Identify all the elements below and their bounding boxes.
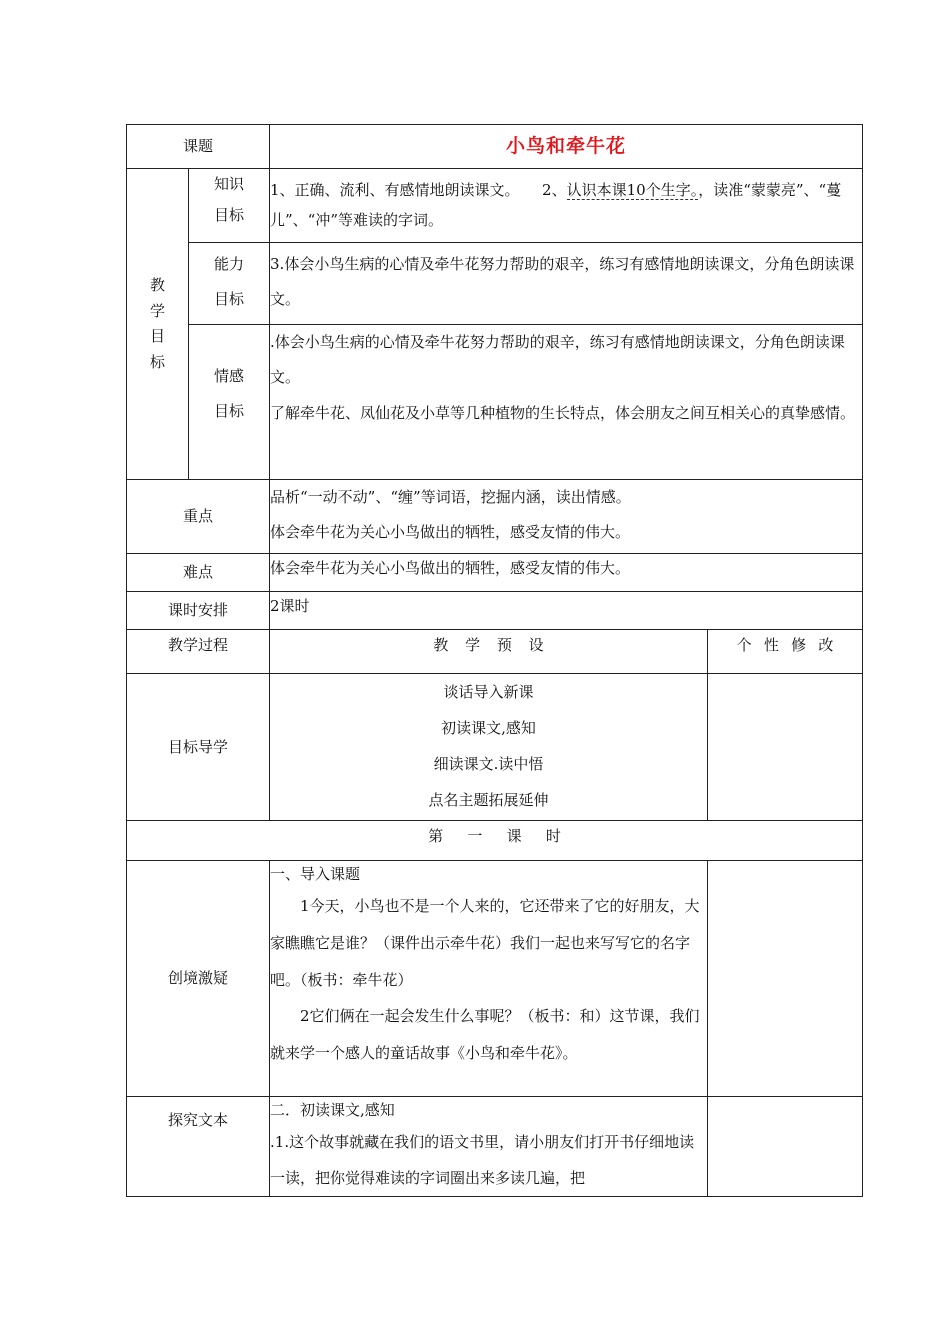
knowledge-text-a: 1、正确、流利、有感情地朗读课文。 2、	[270, 181, 567, 199]
guide-item-4: 点名主题拓展延伸	[428, 791, 549, 809]
row-knowledge	[127, 169, 863, 243]
knowledge-label	[189, 169, 270, 243]
scenario-paragraph-1: 1今天，小鸟也不是一个人来的，它还带来了它的好朋友，大家瞧瞧它是谁？（课件出示牵牛花）我们一起也来写写它的名字吧。（板书：牵牛花）	[270, 897, 700, 989]
key-points-label: 重点	[127, 480, 270, 554]
emotion-text-1: .体会小鸟生病的心情及牵牛花努力帮助的艰辛，练习有感情地朗读课文，分角色朗读课文。	[270, 333, 845, 387]
row-title	[127, 125, 863, 169]
ability-label-2: 目标	[214, 289, 245, 308]
lesson-plan-table	[126, 124, 863, 1197]
guide-label: 目标导学	[127, 674, 270, 821]
emotion-text-2: 了解牵牛花、凤仙花及小草等几种植物的生长特点，体会朋友之间互相关心的真挚感情。	[270, 403, 856, 422]
emotion-label-2: 目标	[214, 401, 245, 420]
emotion-label-1: 情感	[214, 367, 245, 385]
row-scenario	[127, 861, 863, 1097]
title-label: 课题	[127, 125, 270, 169]
knowledge-text	[270, 169, 863, 243]
explore-content	[270, 1097, 708, 1197]
guide-notes	[708, 674, 863, 821]
guide-item-2: 初读课文,感知	[441, 719, 536, 737]
ability-label	[189, 243, 270, 325]
row-guide	[127, 674, 863, 821]
key-points-line-1: 品析“一动不动”、“缠”等词语，挖掘内涵，读出情感。	[270, 488, 631, 506]
schedule-text: 2课时	[270, 592, 863, 630]
knowledge-text-b: 认识本课10个生字。	[566, 181, 699, 199]
lesson-title: 小鸟和牵牛花	[270, 125, 863, 169]
row-difficulty	[127, 554, 863, 592]
explore-label: 探究文本	[127, 1097, 270, 1197]
goals-label	[127, 169, 189, 480]
preset-header: 教 学 预 设	[270, 630, 708, 674]
goals-label-text: 教学目标	[149, 276, 165, 371]
explore-heading: 二．初读课文,感知	[270, 1101, 395, 1119]
key-points-text	[270, 480, 863, 554]
scenario-content	[270, 861, 708, 1097]
guide-item-1: 谈话导入新课	[443, 683, 534, 701]
difficulty-label: 难点	[127, 554, 270, 592]
explore-notes	[708, 1097, 863, 1197]
guide-list	[270, 674, 708, 821]
row-schedule	[127, 592, 863, 630]
row-ability	[127, 243, 863, 325]
row-process-header	[127, 630, 863, 674]
knowledge-label-2: 目标	[214, 205, 245, 224]
row-key-points	[127, 480, 863, 554]
ability-label-1: 能力	[214, 255, 245, 273]
difficulty-text: 体会牵牛花为关心小鸟做出的牺牲，感受友情的伟大。	[270, 554, 863, 592]
row-emotion	[127, 325, 863, 480]
key-points-line-2: 体会牵牛花为关心小鸟做出的牺牲，感受友情的伟大。	[270, 523, 631, 542]
scenario-paragraph-2: 2它们俩在一起会发生什么事呢？（板书：和）这节课，我们就来学一个感人的童话故事《小鸟和牵牛花》。	[270, 1007, 700, 1062]
personal-header: 个 性 修 改	[708, 630, 863, 674]
process-label: 教学过程	[127, 630, 270, 674]
scenario-label: 创境激疑	[127, 861, 270, 1097]
knowledge-text-c: ，读准“蒙蒙亮”、“蔓儿”、“冲”等难读的字词。	[270, 181, 842, 229]
first-lesson-heading: 第 一 课 时	[127, 821, 863, 861]
row-explore	[127, 1097, 863, 1197]
scenario-notes	[708, 861, 863, 1097]
knowledge-label-1: 知识	[214, 175, 245, 193]
scenario-heading: 一、导入课题	[270, 865, 361, 883]
row-first-lesson	[127, 821, 863, 861]
ability-text: 3.体会小鸟生病的心情及牵牛花努力帮助的艰辛，练习有感情地朗读课文，分角色朗读课文。	[270, 243, 863, 325]
schedule-label: 课时安排	[127, 592, 270, 630]
guide-item-3: 细读课文.读中悟	[433, 755, 544, 773]
emotion-label	[189, 325, 270, 480]
emotion-text	[270, 325, 863, 480]
explore-paragraph-1: .1.这个故事就藏在我们的语文书里，请小朋友们打开书仔细地读一读，把你觉得难读的字词圈出来多读几遍，把	[270, 1133, 695, 1187]
